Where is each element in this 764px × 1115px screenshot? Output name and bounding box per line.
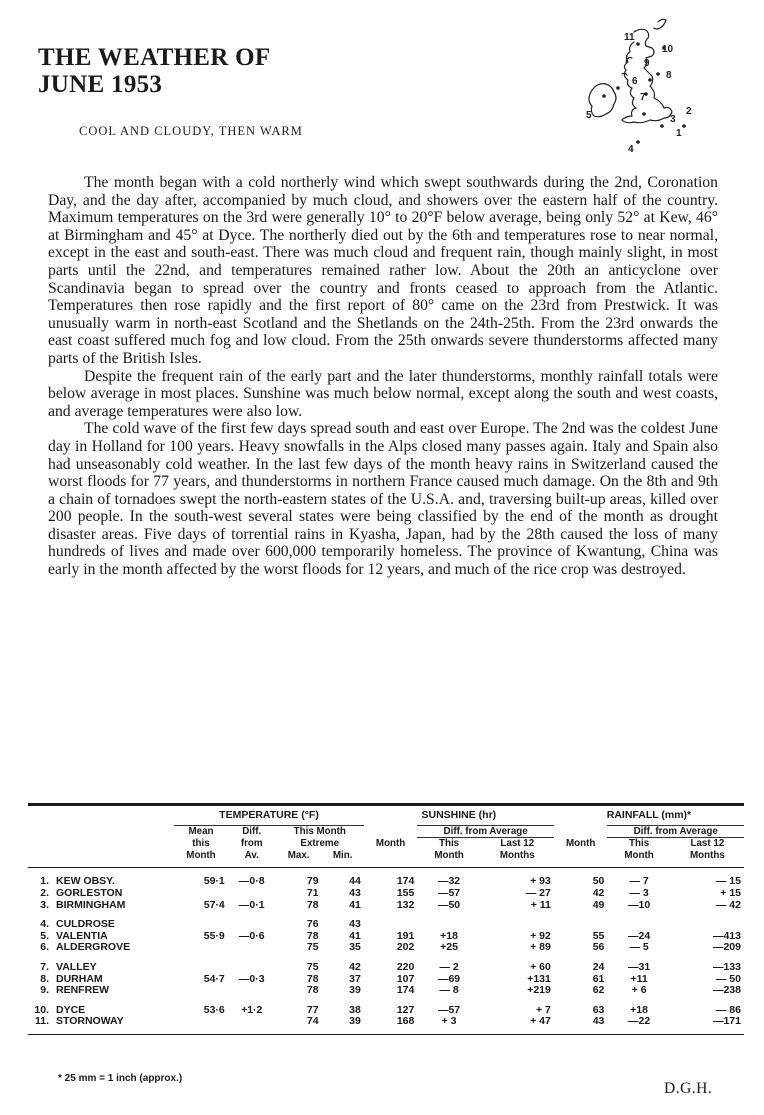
cell-idx: 10. [34,1003,49,1016]
cell-idx: 8. [40,972,49,985]
cell-mean [174,888,228,900]
cell-rain-last12: — 15 [715,875,741,888]
sunshine-group-header: SUNSHINE (hr) [421,809,497,821]
sun-month-header: Month [375,837,406,849]
cell-min: 41 [349,929,361,942]
cell-idx: 6. [40,941,49,954]
cell-sun-month: 202 [396,941,415,954]
cell-station: BIRMINGHAM [56,898,126,911]
cell-max: 75 [306,941,319,954]
mean-header-1: Mean [174,825,228,838]
cell-min: 35 [349,941,361,954]
cell-rain-month: 62 [592,984,605,997]
cell-sun-month [364,911,418,931]
cell-sun-last12: +131 [527,972,551,985]
cell-idx: 4. [40,918,49,931]
cell-rain-this: —24 [627,929,651,942]
cell-sun-last12: + 93 [530,875,551,888]
cell-diff [228,942,276,954]
cell-sun-this: —69 [437,972,461,985]
cell-sun-last12: + 11 [530,898,551,911]
cell-min: 43 [349,918,361,931]
cell-rain-this: — 7 [629,875,649,888]
cell-station: CULDROSE [56,918,115,931]
cell-sun-month: 174 [396,984,415,997]
cell-sun-this [417,911,480,931]
cell-sun-month: 132 [396,898,415,911]
cell-idx: 3. [40,898,49,911]
map-label: 7 [640,92,646,103]
cell-mean: 55·9 [203,929,225,942]
cell-mean: 59·1 [203,875,225,888]
max-header: Max. [287,849,310,861]
cell-sun-month: 155 [396,886,415,899]
cell-mean [174,985,228,997]
cell-sun-last12: — 27 [525,886,551,899]
table-row [28,997,744,1017]
cell-sun-this: — 8 [439,984,459,997]
cell-diff: —0·8 [238,875,265,888]
extreme-header-2: Extreme [300,837,340,849]
cell-rain-month: 43 [592,1015,605,1028]
cell-sun-month: 191 [396,929,415,942]
cell-diff: +1·2 [241,1003,263,1016]
extreme-header-1: This Month [276,825,364,838]
cell-min: 42 [349,960,361,973]
cell-rain-this: +11 [630,972,648,985]
cell-min: 44 [349,875,361,888]
table-row [28,888,744,900]
cell-sun-this: +18 [440,929,458,942]
cell-rain-this [607,911,670,931]
cell-rain-month: 56 [592,941,605,954]
cell-max: 76 [306,918,319,931]
cell-rain-month: 63 [592,1003,605,1016]
mean-header-2: this [192,837,210,849]
cell-rain-month: 24 [592,960,605,973]
cell-rain-last12: — 42 [715,898,741,911]
footnote: * 25 mm = 1 inch (approx.) [58,1073,183,1084]
mean-header-3: Month [186,849,216,861]
cell-diff [228,954,276,974]
cell-sun-this: +25 [440,941,458,954]
cell-min: 37 [349,972,361,985]
cell-sun-last12 [481,911,554,931]
map-label: 2 [686,106,692,117]
cell-idx: 11. [34,1015,49,1028]
map-label: 11 [624,32,635,43]
cell-rain-last12: + 15 [720,886,741,899]
cell-sun-this: —50 [437,898,461,911]
cell-max: 75 [306,960,319,973]
cell-mean: 53·6 [203,1003,225,1016]
cell-station: STORNOWAY [56,1015,124,1028]
cell-diff [228,911,276,931]
cell-diff [228,1016,276,1034]
rain-month-header: Month [565,837,596,849]
cell-sun-last12: + 89 [530,941,551,954]
table-row [28,954,744,974]
page-title [38,44,270,98]
body-paragraph: Despite the frequent rain of the early part and the later thunderstorms, monthly rainfall totals were below average in most places. Sunshine was much below normal, except along the south and west coasts, and average temperatures were also low. [48,367,718,420]
cell-sun-month: 174 [396,875,415,888]
rain-this-header-2: Month [624,849,654,861]
cell-sun-last12: + 7 [535,1003,551,1016]
cell-rain-this: — 5 [629,941,649,954]
cell-max: 78 [306,984,319,997]
cell-mean [174,954,228,974]
cell-max: 71 [306,886,319,899]
cell-max: 78 [306,898,319,911]
map-label: 8 [666,70,672,81]
cell-mean [174,911,228,931]
cell-rain-month: 50 [592,875,605,888]
cell-rain-last12: —209 [712,941,741,954]
cell-rain-month: 61 [592,972,605,985]
cell-idx: 1. [40,875,49,888]
cell-max: 74 [306,1015,319,1028]
title-line-2: JUNE 1953 [38,71,163,98]
cell-station: DYCE [56,1003,86,1016]
rain-last12-header-2: Months [689,849,725,861]
map-label: 9 [644,58,650,69]
sun-diff-average-header: Diff. from Average [417,825,553,838]
cell-max: 78 [306,972,319,985]
diff-header-1: Diff. [228,825,276,838]
body-paragraph: The month began with a cold northerly wind which swept southwards during the 2nd, Coronation Day, and the day after, accompanied by much cloud, and showers over the eastern half of the country. Maximum temperatures on the 3rd were generally 10° to 20°F below average, being only 52° at Kew, 46° at Birmingham and 45° at Dyce. The northerly died out by the 6th and temperatures rose to near normal, except in the east and south-east. There was much cloud and frequent rain, though mainly slight, in most parts until the 22nd, and temperatures remained rather low. About the 20th an anticyclone over Scandinavia began to spread over the country and fronts ceased to approach from the Atlantic. Temperatures then rose rapidly and the first report of 80° came on the 23rd from Prestwick. It was unusually warm in north-east Scotland and the Shetlands on the 24th-25th. From the 23rd onwards the east coast suffered much fog and low cloud. From the 25th onwards severe thunderstorms affected many parts of the British Isles. [48,174,718,367]
table-body [28,868,744,1035]
cell-sun-last12: +219 [527,984,551,997]
weather-data-table [28,803,744,1035]
cell-diff: —0·1 [238,898,265,911]
rain-last12-header-1: Last 12 [671,838,744,850]
cell-rain-this: —31 [627,960,651,973]
cell-rain-last12: —413 [712,929,741,942]
cell-rain-last12: — 86 [715,1003,741,1016]
cell-rain-this: —22 [627,1015,651,1028]
cell-rain-this: + 6 [631,984,647,997]
cell-idx: 2. [40,886,49,899]
cell-station: ALDERGROVE [56,941,131,954]
cell-sun-last12: + 92 [530,929,551,942]
cell-diff [228,985,276,997]
table-row [28,911,744,931]
cell-rain-month [554,911,608,931]
cell-diff [228,888,276,900]
map-label: 1 [676,128,682,139]
sun-this-header-1: This [417,838,480,850]
rain-this-header-1: This [607,838,670,850]
map-label: 10 [662,44,674,55]
cell-idx: 5. [40,929,49,942]
cell-mean: 54·7 [203,972,225,985]
map-label: 3 [670,114,676,125]
cell-sun-month: 168 [396,1015,415,1028]
cell-station: VALLEY [56,960,97,973]
cell-idx: 7. [40,960,49,973]
cell-sun-month: 127 [396,1003,415,1016]
cell-idx: 9. [40,984,49,997]
cell-sun-last12: + 47 [530,1015,551,1028]
rainfall-group-header: RAINFALL (mm)* [606,809,692,821]
cell-max: 77 [306,1003,319,1016]
article-body [48,174,718,579]
diff-header-2: from [240,837,263,849]
map-label: 6 [632,76,638,87]
sun-last12-header-1: Last 12 [481,838,554,850]
cell-rain-last12: — 50 [715,972,741,985]
cell-sun-last12: + 60 [530,960,551,973]
min-header: Min. [332,849,353,861]
rain-diff-average-header: Diff. from Average [607,825,744,838]
cell-station: VALENTIA [56,929,108,942]
cell-min: 43 [349,886,361,899]
cell-diff: —0·3 [238,972,265,985]
temperature-group-header: TEMPERATURE (°F) [219,809,319,821]
cell-mean: 57·4 [203,898,225,911]
table-row [28,868,744,888]
cell-rain-month: 42 [592,886,605,899]
cell-sun-this: —57 [437,1003,461,1016]
cell-sun-this: —32 [437,875,461,888]
cell-rain-this: —10 [627,898,651,911]
sun-this-header-2: Month [434,849,464,861]
body-paragraph: The cold wave of the first few days spread south and east over Europe. The 2nd was the coldest June day in Holland for 100 years. Heavy snowfalls in the Alps closed many passes again. Italy and Spain also had unseasonably cold weather. In the last few days of the month heavy rains in Switzerland caused the worst floods for 77 years, and thunderstorms in northern France caused much damage. On the 8th and 9th a chain of tornadoes swept the north-eastern states of the U.S.A. and, traversing built-up areas, killed over 200 people. In the south-west several states were being classified by the end of the month as drought disaster areas. Five days of torrential rains in Kyasha, Japan, had by the 28th caused the loss of many hundreds of lives and made over 600,000 temporarily homeless. The province of Kwantung, China was early in the month affected by the worst floods for 12 years, and much of the rice crop was destroyed. [48,420,718,579]
cell-min: 39 [349,984,361,997]
cell-rain-this: — 3 [629,886,649,899]
author-initials: D.G.H. [664,1080,713,1097]
cell-rain-last12: —133 [712,960,741,973]
cell-min: 41 [349,898,361,911]
cell-rain-month: 49 [592,898,605,911]
cell-diff: —0·6 [238,929,265,942]
british-isles-station-map [580,14,700,159]
cell-sun-month: 220 [396,960,415,973]
table-row [28,985,744,997]
cell-sun-month: 107 [396,972,415,985]
cell-min: 38 [349,1003,361,1016]
cell-station: GORLESTON [56,886,123,899]
title-line-1: THE WEATHER OF [38,44,271,71]
cell-rain-this: +18 [630,1003,648,1016]
map-label: 4 [628,144,634,155]
cell-sun-this: + 3 [441,1015,457,1028]
cell-max: 78 [306,929,319,942]
map-label: 5 [586,110,592,121]
cell-rain-last12 [671,911,744,931]
diff-header-3: Av. [244,849,259,861]
map-outline [580,14,700,159]
cell-station: DURHAM [56,972,103,985]
cell-rain-month: 55 [592,929,605,942]
table-row [28,900,744,912]
cell-mean [174,942,228,954]
sun-last12-header-2: Months [499,849,535,861]
cell-station: KEW OBSY. [56,875,115,888]
cell-rain-last12: —171 [712,1015,741,1028]
subtitle: COOL AND CLOUDY, THEN WARM [79,124,303,138]
cell-mean [174,1016,228,1034]
table-row [28,1016,744,1034]
table-row [28,942,744,954]
cell-station: RENFREW [56,984,110,997]
cell-rain-last12: —238 [712,984,741,997]
cell-max: 79 [306,875,319,888]
cell-sun-this: —57 [437,886,461,899]
cell-sun-this: — 2 [439,960,459,973]
cell-min: 39 [349,1015,361,1028]
